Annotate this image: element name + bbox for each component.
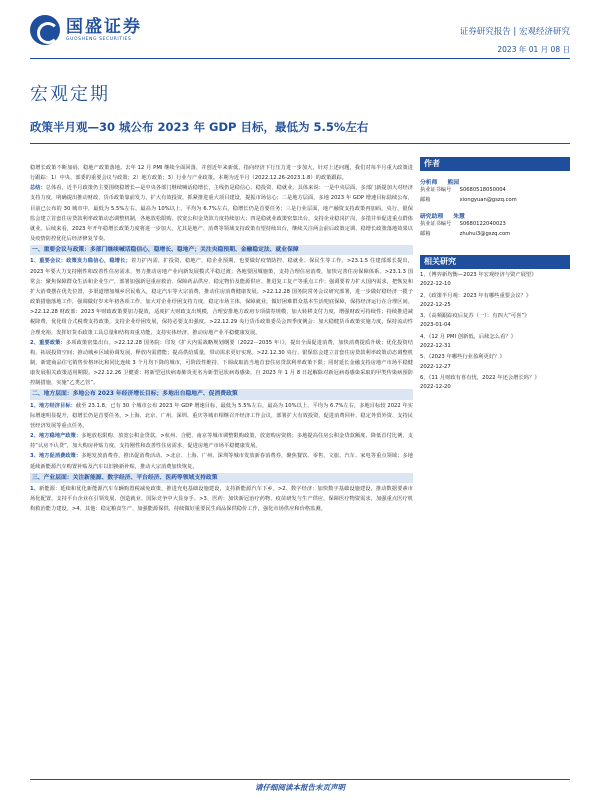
analyst-card [420,211,570,239]
related-list [420,271,570,393]
body-paragraph [30,183,413,244]
related-report-item[interactable] [420,353,570,372]
role-label: 分析师 [420,180,438,186]
email-address[interactable]: zhuhui3@gszq.com [459,230,511,237]
related-heading: 相关研究 [420,255,570,269]
email-label: 邮箱 [420,196,431,203]
footer-divider [30,779,570,780]
logo-icon [30,15,60,45]
section-heading: 三、产业层面：关注新能源、数字经济、平台经济、医药等领域支持政策 [30,473,413,483]
related-report-item[interactable] [420,271,570,290]
related-report-date: 2022-12-27 [420,363,451,370]
related-report-title[interactable]: 3、《高频跟踪疫后复苏（一）：有四大“可喜”》 [420,313,530,320]
paragraph-lead: 1、重要会议：政策发力稳信心，稳增长； [30,258,131,265]
related-report-title[interactable]: 5、《2023 年哪些行业盈利更好？》 [420,354,505,361]
body-paragraph [30,163,413,183]
related-report-title[interactable]: 4、《12 月 PMI 创新低，后续怎么看？》 [420,333,516,340]
related-report-item[interactable] [420,333,570,352]
logo-en-text: GUOSHENG SECURITIES [66,37,132,42]
company-logo [30,14,170,46]
related-report-title[interactable]: 2、《政策半月观：2023 年有哪些重要会议？》 [420,292,532,299]
related-report-date: 2022-12-31 [420,343,451,350]
related-report-title[interactable]: 1、《博弈新均衡—2023 年宏观经济与资产展望》 [420,272,537,278]
cert-number: S0680518050004 [459,187,506,193]
cert-line [420,186,570,196]
paragraph-text: 着力扩内需，扩投资，稳地产，稳企业预期，也要做好疫情防控、稳就业、保民生等工作。>23.1.5 住建部部长提出，2023 年要大力支持刚性和改善性住房需求，努力推动房地产业向新发展模式平稳过渡；各地要因城施策，支持合理住房消费，加快完善住房保障体系。>23.1.3 国常会：聚焦保障群众生活和企业生产，部署加强新冠重症救治、保障药品供应、稳定物价及能源供应、推进复工复产等重点工作；强调要着力扩大国内需求，把恢复和扩大消费摆在优先位置，多渠道增加城乡居民收入，稳定汽车等大宗消费，推动住房消费健康发展。>22.12.28 国务院常务会议研究部署，进一步做好稳经济一揽子政策措施落地工作，强调做好岁末年初各项工作，加大对企业纾困支持力度，稳定市场主体，保障就业，做好困难群众基本生活兜底保障，保持经济运行在合理区间。>22.12.28 财政部：2023 年财政政策要加力提效，适度扩大财政支出规模，合理安排地方政府专项债券规模，加大转移支付力度，增强财政可持续性；持续推进减税降费，优化组合式税费支持政策，支持企业纾困发展，保持必要支出强度。>22.12.29 央行货币政策委员会四季度例会：加大稳健货币政策实施力度，保持流动性合理充裕，发挥好货币政策工具总量和结构双重功能，支持实体经济，推动房地产业平稳健康发展。 [30,258,413,336]
paragraph-text: 多项政策密集出台。>22.12.28 国务院：印发《扩大内需战略规划纲要（2022－2035 年）》，提出全面促进消费，加快消费提质升级；优化投资结构，拓展投资空间；推动城乡区域协调发展，释放内需潜能；提高供给质量，带动需求更好实现。>22.12.30 央行、银保监会建立首套住房贷款利率政策动态调整机制，新建商品住宅销售价格环比和同比连续 3 个月均下降的城市，可阶段性维持、下调或取消当地首套住房贷款利率政策下限；同时延长金融支持房地产市场平稳健康发展相关政策适用期限。>22.12.26 卫健委：将新型冠状病毒肺炎更名为新型冠状病毒感染，自 2023 年 1 月 8 日起解除对新冠病毒感染采取的甲类传染病预防控制措施，实施“乙类乙管”。 [30,339,413,387]
report-body [30,163,413,771]
paragraph-text: 多地发放消费券，推出促消费活动。>北京、上海、广州、深圳等城市发放新春消费券，聚焦餐饮、零售、文旅、汽车、家电等重点领域；多地延续新能源汽车购置补贴及汽车以旧换新补贴，推动大宗消费加快恢复。 [30,453,413,470]
body-paragraph [30,484,413,514]
footer-disclaimer: 请仔细阅读本报告末页声明 [255,783,345,792]
header-divider [30,58,570,59]
report-category: 证券研究报告 | 宏观经济研究 [459,27,570,37]
email-address[interactable]: xiongyuan@gszq.com [459,196,517,203]
paragraph-text: 总体看，近半月政策仍主要围绕稳增长—是中央各部门继续喊话稳增长，主线仍是稳信心、稳投资、稳就业。具体来说：一是中央层面，多部门新提加大对经济支持力度，明确提出推动财政、货币政策靠前发力，扩大有效投资，抓紧推进重大项目建设，提振市场信心；二是地方层面，多地 2023 年 GDP 增速目标陆续公布，目前已公布的 30 城市中，最低为 5.5%左右、最高为 10%以上、平均为 6.7%左右，稳增长仍是首要任务；三是行业层面，地产融资支持政策再加码，央行、银保监会建立首套住房贷款利率政策动态调整机制，各地放松限购、放宽公积金贷款力度持续加大；四是稳就业政策密集出台，支持企业稳岗扩岗，多措并举促进重点群体就业。后续来看，2023 年开年稳增长政策力度将进一步加大，尤其是地产、消费等领域支持政策有望持续出台，继续关注两会前后政策定调、稳增长政策落地效果以及疫情防控优化后经济修复节奏。 [30,185,413,243]
analyst-name: 朱慧 [453,214,465,220]
paragraph-lead: 2、重要政策： [30,339,66,346]
analyst-name: 熊园 [447,180,460,186]
section-heading: 二、地方层面：多地公布 2023 年经济增长目标；多地出台稳地产、促消费政策 [30,389,413,399]
analyst-card [420,177,570,205]
cert-label: 执业证书编号 [420,187,452,193]
role-label: 研究助理 [420,214,444,220]
analyst-list [420,177,570,239]
body-paragraph [30,338,413,389]
analyst-role [420,177,570,186]
paragraph-text: 截至 23.1.8，已有 30 个城市公布 2023 年 GDP 增速目标，最低为 5.5%左右，最高为 10%以上，平均为 6.7%左右，多地目标较 2022 年实际增速明显提升，稳增长仍是首要任务。>上海、北京、广州、深圳、重庆等城市相继召开经济工作会议，部署扩大有效投资、促进消费回补、稳定外贸外资、支持民营经济发展等重点任务。 [30,402,413,429]
authors-heading: 作者 [420,157,570,171]
section-title: 宏观定期 [30,84,110,105]
related-report-item[interactable] [420,312,570,331]
related-report-item[interactable] [420,292,570,311]
cert-label: 执业证书编号 [420,221,452,227]
cert-number: S0680122040023 [459,221,506,227]
body-paragraph [30,451,413,471]
related-report-title[interactable]: 6、《11 月财政有喜有忧，2022 年还会增长吗？》 [420,374,540,381]
body-paragraph [30,256,413,337]
report-title: 政策半月观—30 城公布 2023 年 GDP 目标，最低为 5.5%左右 [30,120,369,134]
section-heading: 一、重要会议与政策：多部门继续喊话稳信心，稳增长、稳地产；关注央稳预期、金融稳定法、就业保障 [30,245,413,255]
body-paragraph [30,401,413,431]
paragraph-lead: 1、 [30,485,40,492]
related-report-date: 2022-12-20 [420,384,451,391]
paragraph-text: 多地放松限购、放宽公积金贷款。>杭州、合肥、南京等城市调整限购政策，放宽购房资格；多地提高住房公积金贷款额度、降低首付比例、支持“认房不认贷”，加大购房补贴力度，支持刚性和改善性住房需求，促进房地产市场平稳健康发展。 [30,433,413,450]
body-paragraph [30,431,413,451]
logo-cn-text: 国盛证券 [66,17,142,37]
sidebar [420,157,570,393]
title-divider [30,143,570,144]
paragraph-lead: 1、地方经济目标： [30,402,76,409]
paragraph-lead: 3、地方促消费政策： [30,453,82,460]
paragraph-lead: 总结： [30,185,46,192]
paragraph-text: 新能源：延续和优化新能源汽车车辆购置税减免政策，推进充电基础设施建设，支持新能源汽车下乡。>2、数字经济：加快数字基础设施建设，推动数据要素市场化配置，支持平台企业在引领发展、创造就业、国际竞争中大显身手。>3、医药：加快新冠治疗药物、疫苗研发与生产供应，保障医疗物资需求，加强重点医疗机构救治能力建设。>4、其他：稳定粮食生产、加强能源保供，持续做好重要民生商品保供稳价工作，强化市场供应和价格监测。 [30,485,413,513]
analyst-role [420,211,570,220]
email-line [420,230,570,240]
related-report-date: 2023-01-04 [420,322,451,329]
report-date: 2023 年 01 月 08 日 [497,45,570,54]
related-report-date: 2022-12-10 [420,281,451,288]
paragraph-text: 稳增长政策不断加码，稳地产政策落地。去年 12 月 PMI 继续全面回落，并创近年来新低，指向经济下行压力进一步加大，针对上述问题，我们对每半月重大政策进行跟踪：1）中央、部委的重要会议与政策；2）地方政策；3）行业与产业政策。本期为近半月（2022.12.26-2023.1.8）的政策跟踪。 [30,165,413,182]
cert-line [420,220,570,230]
paragraph-lead: 2、地方稳地产政策： [30,433,82,440]
email-line [420,196,570,206]
email-label: 邮箱 [420,230,431,237]
related-report-date: 2022-12-25 [420,301,451,308]
related-report-item[interactable] [420,374,570,393]
